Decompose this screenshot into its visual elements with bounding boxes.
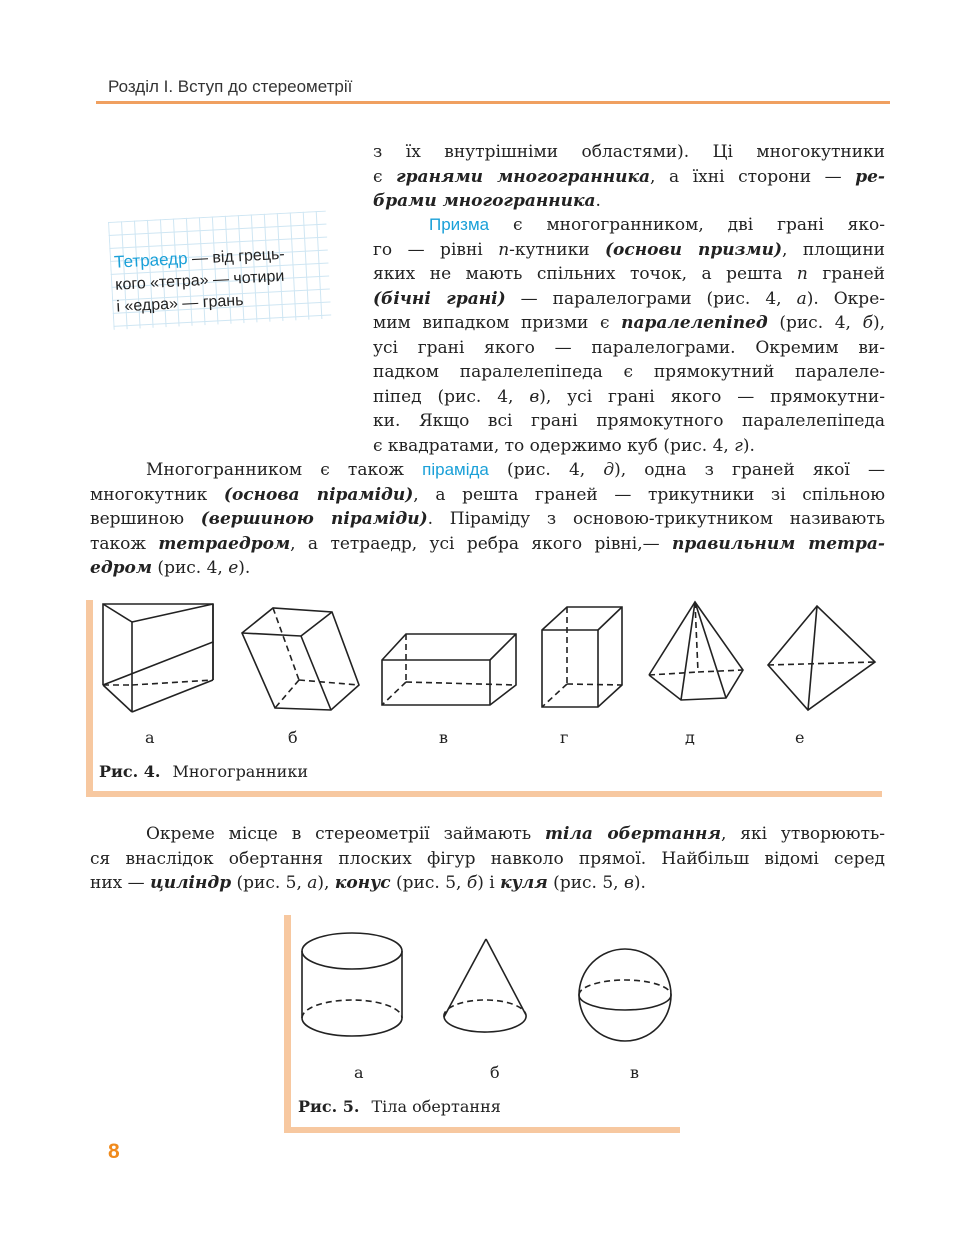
paragraph-revolution <box>90 822 885 896</box>
sphere-drawing <box>579 949 671 1041</box>
sidenote-line3: і «едра» — грань <box>116 292 244 316</box>
text-line: ся внаслідок обертання плоских фігур навколо прямої. Найбільш відомі серед <box>90 848 885 869</box>
paragraph-pyramid <box>90 458 885 581</box>
text-line: також тетраедром, а тетраедр, усі ребра якого рівні,— правильним тетра- <box>90 533 885 554</box>
figure-label-b: б <box>288 728 298 747</box>
paragraph-prism <box>373 213 885 458</box>
text-line: Окреме місце в стереометрії займають тіла обертання, які утворюють- <box>146 824 886 844</box>
text-line: них — циліндр (рис. 5, а), конус (рис. 5, б) і куля (рис. 5, в). <box>90 873 646 893</box>
cube-drawing <box>542 607 622 707</box>
figure4-caption: Рис. 4. Многогранники <box>99 762 308 781</box>
triangular-prism-drawing <box>103 604 213 712</box>
tetrahedron-drawing <box>768 606 875 710</box>
page-number: 8 <box>108 1140 120 1163</box>
figure-label-h: г <box>560 728 569 747</box>
figure5-caption: Рис. 5. Тіла обертання <box>298 1097 501 1116</box>
sidenote-line2: кого «тетра» — чотири <box>114 267 285 294</box>
text-line: піпед (рис. 4, в), усі грані якого — прямокутни- <box>373 386 885 407</box>
pyramid-drawing <box>649 602 743 700</box>
sidenote-text <box>114 243 288 319</box>
parallelepiped-drawing <box>242 608 359 710</box>
text-line: Призма є многогранником, дві грані яко- <box>429 215 885 235</box>
rectangular-box-drawing <box>382 634 516 705</box>
figure5-label-a: а <box>354 1063 364 1082</box>
figure-solids-of-revolution <box>284 915 680 1133</box>
paragraph-polyhedron-faces <box>373 140 885 214</box>
text-line: (бічні грані) — паралелограми (рис. 4, а). Окре- <box>373 288 885 309</box>
sidenote-term: Тетраедр <box>113 248 188 272</box>
figure-label-e: е <box>795 728 805 747</box>
cylinder-drawing <box>302 933 402 1036</box>
text-line: ки. Якщо всі грані прямокутного паралелепіпеда <box>373 411 885 431</box>
keyword-prism: Призма <box>429 215 490 234</box>
text-line: Многогранником є також піраміда (рис. 4, д), одна з граней якої — <box>146 460 886 480</box>
figure5-label-v: в <box>630 1063 640 1082</box>
text-line: мим випадком призми є паралелепіпед (рис. 4, б), <box>373 313 886 333</box>
keyword-pyramid: піраміда <box>422 460 489 479</box>
text-line: едром (рис. 4, е). <box>90 558 251 578</box>
sidenote-box <box>108 211 331 330</box>
text-line: з їх внутрішніми областями). Ці многокутники <box>373 142 885 162</box>
header-rule <box>96 101 890 104</box>
text-line: є гранями многогранника, а їхні сторони — ре- <box>373 166 885 187</box>
figure5-label-b: б <box>490 1063 500 1082</box>
text-line: вершиною (вершиною піраміди). Піраміду з основою-трикутником називають <box>90 509 885 529</box>
figure-polyhedra <box>86 600 882 797</box>
text-line: многокутник (основа піраміди), а решта граней — трикутники зі спільною <box>90 484 885 505</box>
text-line: усі грані якого — паралелограми. Окремим ви- <box>373 337 885 358</box>
figure-label-d: д <box>685 728 695 747</box>
text-line: го — рівні n-кутники (основи призми), площини <box>373 239 886 260</box>
text-line: яких не мають спільних точок, а решта n граней <box>373 264 885 284</box>
text-line: є квадратами, то одержимо куб (рис. 4, г). <box>373 435 755 456</box>
sidenote-line1: — від грець- <box>187 245 286 268</box>
figure-label-v: в <box>439 728 449 747</box>
text-line: падком паралелепіпеда є прямокутний паралеле- <box>373 362 885 382</box>
text-line: брами многогранника. <box>373 191 601 211</box>
cone-drawing <box>444 939 526 1032</box>
figure-label-a: а <box>145 728 155 747</box>
chapter-header: Розділ I. Вступ до стереометрії <box>108 77 353 96</box>
